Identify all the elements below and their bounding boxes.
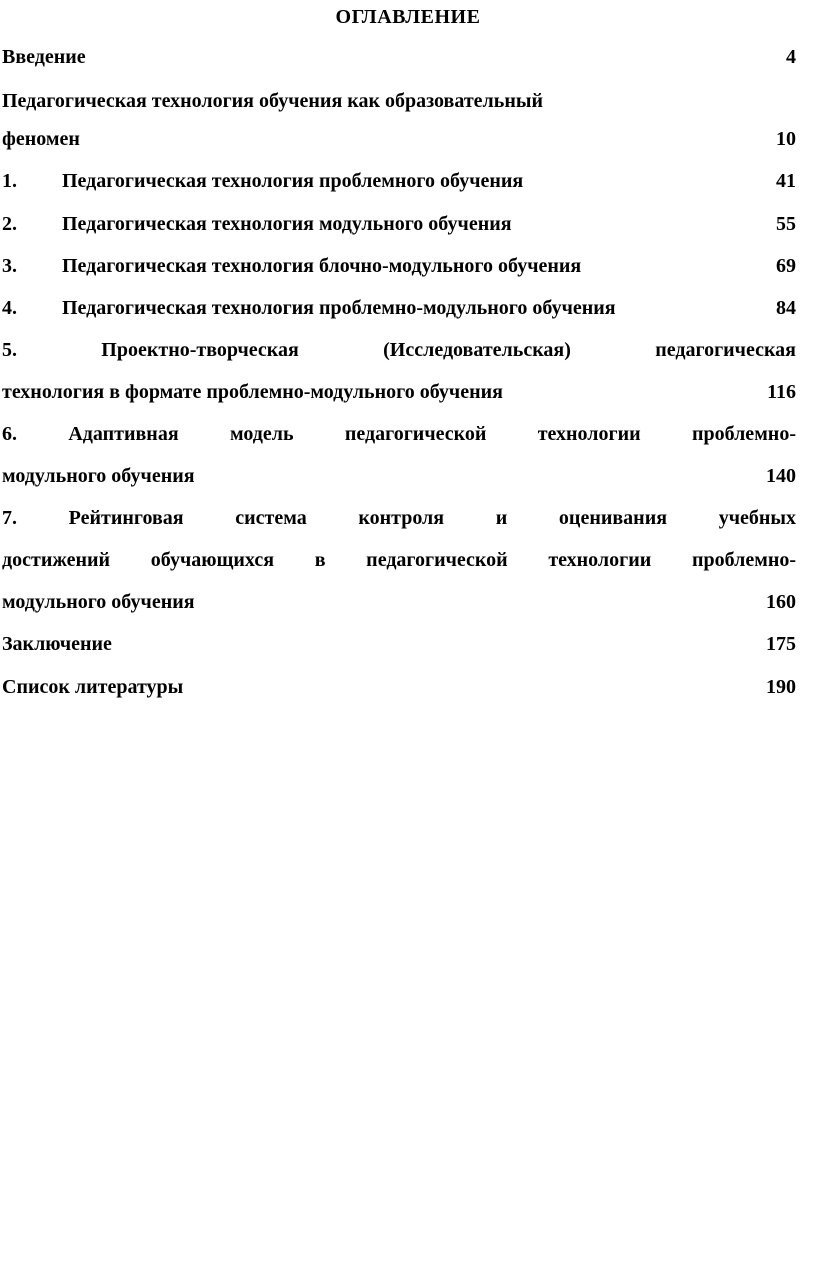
toc-entry-label: технология в формате проблемно-модульного обучения xyxy=(2,381,503,403)
toc-entry-page: 190 xyxy=(766,676,796,698)
toc-entry-label: Список литературы xyxy=(2,676,184,698)
toc-entry-conclusion[interactable] xyxy=(2,629,796,659)
toc-entry-page: 175 xyxy=(766,633,796,655)
toc-entry-3[interactable] xyxy=(2,251,796,281)
toc-entry-5[interactable] xyxy=(2,377,796,407)
toc-entry-7[interactable] xyxy=(2,587,796,617)
toc-entry-chapter0[interactable] xyxy=(2,124,796,154)
toc-entry-label: Педагогическая технология модульного обучения xyxy=(62,213,512,235)
toc-entry-page: 160 xyxy=(766,591,796,613)
toc-entry-chapter0-line1[interactable]: Педагогическая технология обучения как образовательный xyxy=(2,90,543,112)
toc-entry-number: 3. xyxy=(2,255,17,277)
toc-entry-intro[interactable] xyxy=(2,42,796,72)
toc-entry-label: Введение xyxy=(2,46,86,68)
toc-entry-page: 41 xyxy=(776,170,796,192)
toc-entry-page: 140 xyxy=(766,465,796,487)
toc-entry-label: Педагогическая технология проблемно-модульного обучения xyxy=(62,297,616,319)
toc-entry-page: 4 xyxy=(786,46,796,68)
toc-entry-label: модульного обучения xyxy=(2,465,195,487)
toc-entry-number: 2. xyxy=(2,213,17,235)
toc-entry-label: Педагогическая технология блочно-модульного обучения xyxy=(62,255,582,277)
toc-entry-page: 84 xyxy=(776,297,796,319)
toc-entry-label: Педагогическая технология проблемного обучения xyxy=(62,170,524,192)
toc-title: ОГЛАВЛЕНИЕ xyxy=(335,6,481,28)
toc-entry-7-line1[interactable]: 7. Рейтинговая система контроля и оценивания учебных xyxy=(2,507,796,529)
toc-entry-label: модульного обучения xyxy=(2,591,195,613)
toc-entry-7-line2[interactable]: достижений обучающихся в педагогической технологии проблемно- xyxy=(2,549,796,571)
toc-entry-5-line1[interactable]: 5. Проектно-творческая (Исследовательская) педагогическая xyxy=(2,339,796,361)
toc-entry-page: 10 xyxy=(776,128,796,150)
toc-entry-references[interactable] xyxy=(2,672,796,702)
toc-entry-6-line1[interactable]: 6. Адаптивная модель педагогической технологии проблемно- xyxy=(2,423,796,445)
toc-entry-page: 116 xyxy=(767,381,796,403)
toc-entry-number: 1. xyxy=(2,170,17,192)
toc-entry-label: феномен xyxy=(2,128,80,150)
toc-entry-6[interactable] xyxy=(2,461,796,491)
toc-entry-1[interactable] xyxy=(2,166,796,196)
toc-entry-page: 55 xyxy=(776,213,796,235)
toc-entry-page: 69 xyxy=(776,255,796,277)
toc-entry-number: 4. xyxy=(2,297,17,319)
toc-entry-label: Заключение xyxy=(2,633,112,655)
toc-entry-2[interactable] xyxy=(2,209,796,239)
toc-entry-4[interactable] xyxy=(2,293,796,323)
